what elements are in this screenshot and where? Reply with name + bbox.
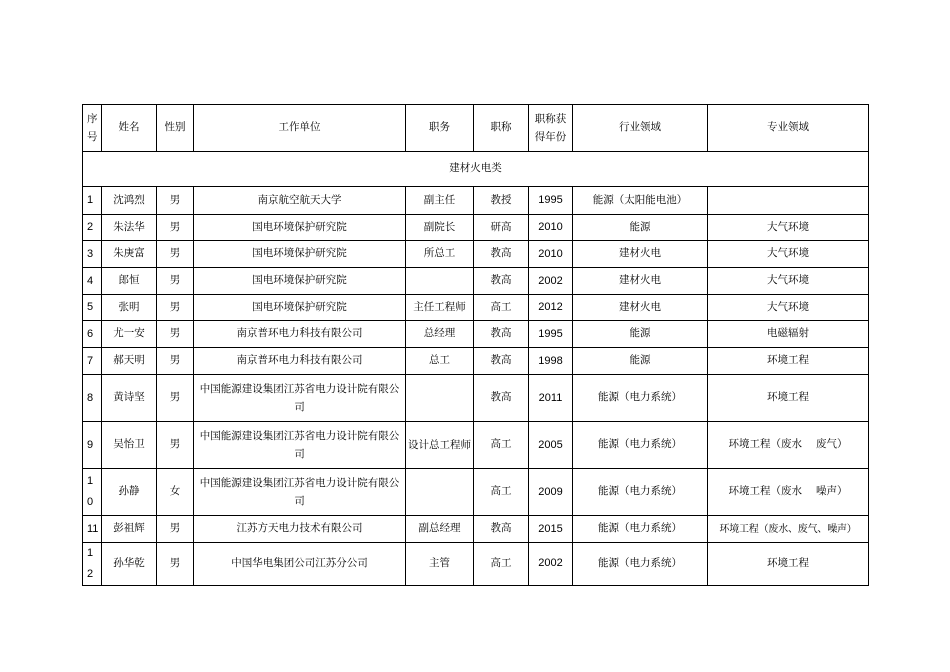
- cell-org: 南京普环电力科技有限公司: [194, 321, 406, 348]
- cell-industry: 能源: [573, 348, 708, 375]
- cell-org: [194, 375, 406, 422]
- cell-industry: 能源（电力系统）: [573, 422, 708, 469]
- cell-no: 1: [83, 187, 102, 215]
- header-title: 职称: [474, 105, 529, 152]
- cell-industry: 能源: [573, 215, 708, 241]
- cell-industry: 能源（电力系统）: [573, 516, 708, 543]
- cell-org: 国电环境保护研究院: [194, 241, 406, 268]
- cell-industry: 能源（太阳能电池）: [573, 187, 708, 215]
- cell-specialty: [708, 469, 869, 516]
- table-row: [83, 422, 869, 469]
- cell-industry: 建材火电: [573, 268, 708, 295]
- cell-position: 总工: [406, 348, 474, 375]
- table-row: [83, 321, 869, 348]
- cell-no: 9: [83, 422, 102, 469]
- header-position: 职务: [406, 105, 474, 152]
- cell-specialty: 大气环境: [708, 215, 869, 241]
- table-row: [83, 295, 869, 321]
- cell-year: 2010: [529, 215, 573, 241]
- cell-year: 1998: [529, 348, 573, 375]
- cell-title: 教高: [474, 241, 529, 268]
- expert-table: [82, 104, 869, 586]
- cell-name: 黄诗坚: [102, 375, 157, 422]
- cell-year: 1995: [529, 321, 573, 348]
- cell-title: 教高: [474, 321, 529, 348]
- table-row: [83, 543, 869, 586]
- cell-year: 2012: [529, 295, 573, 321]
- cell-position: [406, 422, 474, 469]
- cell-no: 6: [83, 321, 102, 348]
- section-row: [83, 152, 869, 187]
- cell-title: 高工: [474, 469, 529, 516]
- header-industry: 行业领域: [573, 105, 708, 152]
- cell-title: 教高: [474, 268, 529, 295]
- cell-industry: 能源（电力系统）: [573, 469, 708, 516]
- cell-gender: 男: [157, 375, 194, 422]
- cell-specialty: 电磁辐射: [708, 321, 869, 348]
- cell-name: 张明: [102, 295, 157, 321]
- cell-specialty: 环境工程: [708, 543, 869, 586]
- cell-no: 7: [83, 348, 102, 375]
- cell-gender: 男: [157, 215, 194, 241]
- cell-specialty: 环境工程: [708, 375, 869, 422]
- table-row: [83, 375, 869, 422]
- cell-position-text: 设计总工程师: [408, 438, 471, 451]
- cell-industry: 建材火电: [573, 295, 708, 321]
- cell-name: 郎恒: [102, 268, 157, 295]
- cell-specialty: 大气环境: [708, 295, 869, 321]
- table-row: [83, 516, 869, 543]
- cell-no: 10: [83, 469, 102, 516]
- cell-org: 国电环境保护研究院: [194, 215, 406, 241]
- cell-no: 12: [83, 543, 102, 586]
- cell-org-text: 中国能源建设集团江苏省电力设计院有限公司: [199, 382, 400, 413]
- cell-org-text: 中国能源建设集团江苏省电力设计院有限公司: [199, 476, 400, 507]
- header-year: 职称获 得年份: [529, 105, 573, 152]
- cell-specialty: 环境工程（废水、废气、噪声）: [708, 516, 869, 543]
- header-name: 姓名: [102, 105, 157, 152]
- cell-gender: 男: [157, 241, 194, 268]
- cell-title: 高工: [474, 422, 529, 469]
- cell-position: [406, 375, 474, 422]
- cell-position: 副主任: [406, 187, 474, 215]
- cell-gender: 男: [157, 543, 194, 586]
- cell-year: 2015: [529, 516, 573, 543]
- cell-year: 2002: [529, 268, 573, 295]
- cell-no: 2: [83, 215, 102, 241]
- cell-no: 4: [83, 268, 102, 295]
- cell-year: 1995: [529, 187, 573, 215]
- cell-title: 高工: [474, 543, 529, 586]
- cell-specialty: 大气环境: [708, 268, 869, 295]
- cell-name: 孙静: [102, 469, 157, 516]
- cell-org: [194, 469, 406, 516]
- table-row: [83, 469, 869, 516]
- cell-industry: 能源（电力系统）: [573, 543, 708, 586]
- cell-gender: 男: [157, 187, 194, 215]
- cell-position: 副院长: [406, 215, 474, 241]
- cell-org: 中国华电集团公司江苏分公司: [194, 543, 406, 586]
- cell-position: [406, 268, 474, 295]
- cell-position: 所总工: [406, 241, 474, 268]
- cell-gender: 男: [157, 422, 194, 469]
- cell-year: 2010: [529, 241, 573, 268]
- cell-year: 2005: [529, 422, 573, 469]
- cell-gender: 女: [157, 469, 194, 516]
- cell-title: 教授: [474, 187, 529, 215]
- cell-industry: 能源: [573, 321, 708, 348]
- cell-industry: 能源（电力系统）: [573, 375, 708, 422]
- header-specialty: 专业领域: [708, 105, 869, 152]
- table-row: [83, 348, 869, 375]
- cell-position: [406, 469, 474, 516]
- cell-specialty-b: 废气）: [816, 438, 848, 451]
- cell-position: 副总经理: [406, 516, 474, 543]
- cell-specialty-b: 噪声）: [816, 485, 848, 498]
- cell-no: 3: [83, 241, 102, 268]
- cell-gender: 男: [157, 268, 194, 295]
- table-row: [83, 187, 869, 215]
- cell-position: 主管: [406, 543, 474, 586]
- cell-specialty: 环境工程: [708, 348, 869, 375]
- cell-org-text: 中国能源建设集团江苏省电力设计院有限公司: [199, 429, 400, 460]
- header-gender: 性别: [157, 105, 194, 152]
- cell-name: 朱庚富: [102, 241, 157, 268]
- cell-specialty: 大气环境: [708, 241, 869, 268]
- cell-title: 高工: [474, 295, 529, 321]
- cell-position: 总经理: [406, 321, 474, 348]
- cell-title: 研高: [474, 215, 529, 241]
- table-row: [83, 241, 869, 268]
- cell-industry: 建材火电: [573, 241, 708, 268]
- cell-org: 江苏方天电力技术有限公司: [194, 516, 406, 543]
- cell-gender: 男: [157, 321, 194, 348]
- cell-org: 南京普环电力科技有限公司: [194, 348, 406, 375]
- cell-specialty-a: 环境工程（废水: [728, 485, 802, 498]
- cell-title: 教高: [474, 375, 529, 422]
- cell-year: 2011: [529, 375, 573, 422]
- cell-name: 尤一安: [102, 321, 157, 348]
- cell-name: 彭祖辉: [102, 516, 157, 543]
- cell-org: 国电环境保护研究院: [194, 268, 406, 295]
- cell-title: 教高: [474, 348, 529, 375]
- cell-gender: 男: [157, 516, 194, 543]
- header-org: 工作单位: [194, 105, 406, 152]
- cell-specialty: [708, 422, 869, 469]
- cell-org: 南京航空航天大学: [194, 187, 406, 215]
- header-row: [83, 105, 869, 152]
- cell-position: 主任工程师: [406, 295, 474, 321]
- cell-name: 郝天明: [102, 348, 157, 375]
- header-no: 序 号: [83, 105, 102, 152]
- cell-specialty-a: 环境工程（废水: [728, 438, 802, 451]
- table-row: [83, 268, 869, 295]
- cell-year: 2009: [529, 469, 573, 516]
- cell-org: 国电环境保护研究院: [194, 295, 406, 321]
- cell-name: 朱法华: [102, 215, 157, 241]
- cell-name: 沈鸿烈: [102, 187, 157, 215]
- cell-no: 8: [83, 375, 102, 422]
- table-row: [83, 215, 869, 241]
- cell-title: 教高: [474, 516, 529, 543]
- cell-year: 2002: [529, 543, 573, 586]
- cell-no: 5: [83, 295, 102, 321]
- cell-specialty: [708, 187, 869, 215]
- cell-gender: 男: [157, 295, 194, 321]
- cell-name: 吴怡卫: [102, 422, 157, 469]
- cell-gender: 男: [157, 348, 194, 375]
- cell-org: [194, 422, 406, 469]
- cell-name: 孙华乾: [102, 543, 157, 586]
- section-title: 建材火电类: [83, 152, 869, 187]
- cell-no: 11: [83, 516, 102, 543]
